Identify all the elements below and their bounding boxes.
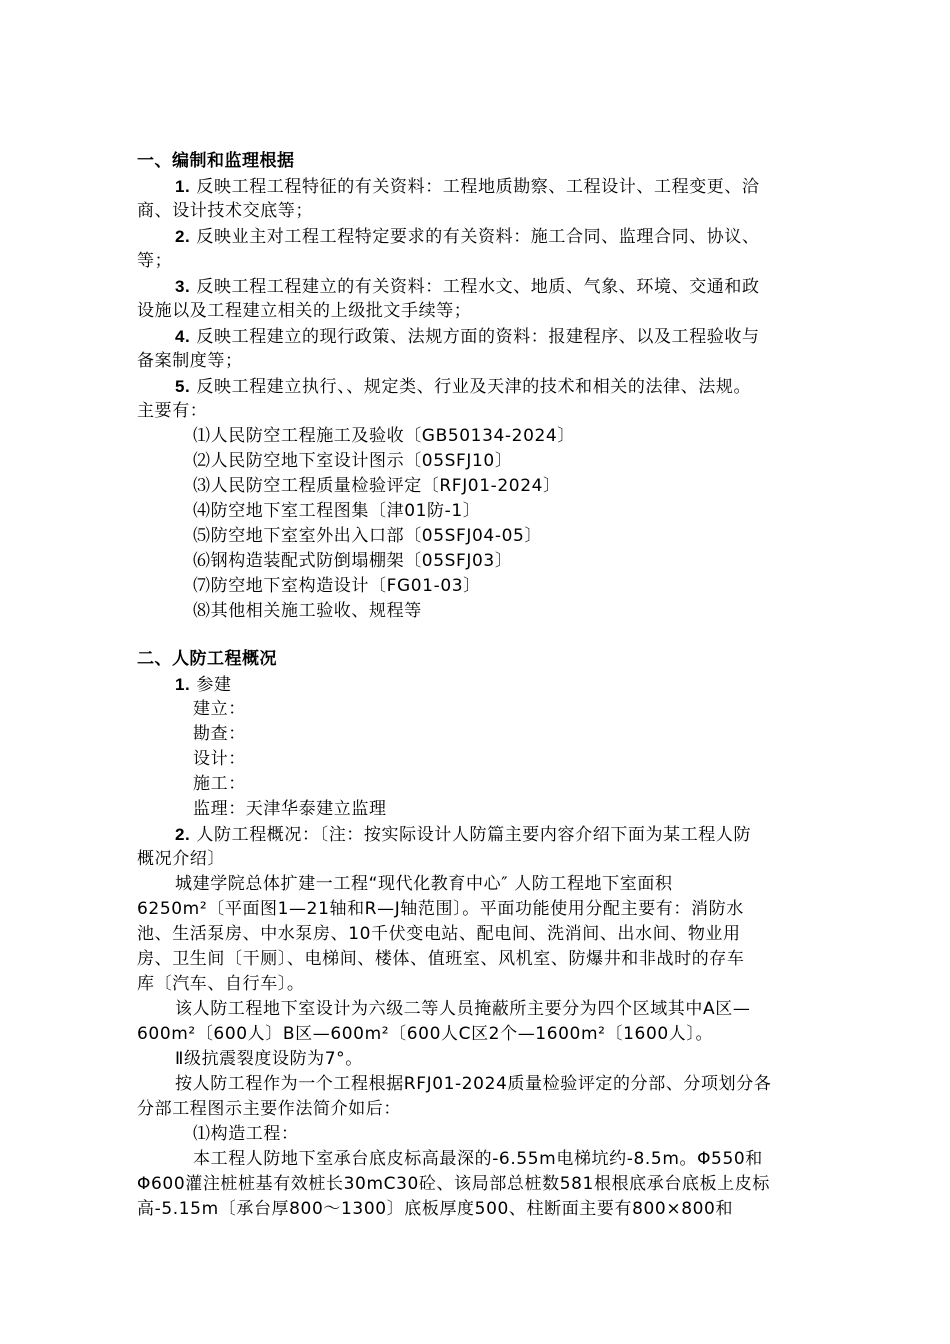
paragraph-line: 分部工程图示主要作法简介如后： xyxy=(137,1099,401,1119)
paragraph-line: 房、卫生间〔干厕〕、电梯间、楼体、值班室、风机室、防爆井和非战时的存车 xyxy=(137,949,745,969)
item-number: 3. xyxy=(175,277,191,296)
item-number: 2. xyxy=(175,825,191,844)
item-number: 2. xyxy=(175,227,191,246)
paragraph-line: 高-5.15m〔承台厚800～1300〕底板厚度500、柱断面主要有800×800和 xyxy=(137,1199,734,1219)
item-text: 反映工程建立的现行政策、法规方面的资料：报建程序、以及工程验收与 xyxy=(196,327,760,347)
item-text: 反映工程工程建立的有关资料：工程水文、地质、气象、环境、交通和政 xyxy=(196,277,760,297)
reference-item: ⑺防空地下室构造设计〔FG01-03〕 xyxy=(193,576,481,596)
reference-item: ⑻其他相关施工验收、规程等 xyxy=(193,601,422,621)
paragraph-line: ⑴构造工程： xyxy=(193,1124,299,1144)
item-number: 1. xyxy=(175,177,191,196)
participant-line: 建立： xyxy=(193,699,246,719)
participant-line: 监理：天津华泰建立监理 xyxy=(193,799,387,819)
subsection-2 xyxy=(175,822,751,848)
list-item-2-cont: 等； xyxy=(137,251,173,271)
item-text: 反映业主对工程工程特定要求的有关资料：施工合同、监理合同、协议、 xyxy=(196,227,760,247)
paragraph-line: 按人防工程作为一个工程根据RFJ01-2024质量检验评定的分部、分项划分各 xyxy=(175,1074,772,1094)
list-item-3-cont: 设施以及工程建立相关的上级批文手续等； xyxy=(137,301,472,321)
section-1-heading: 一、编制和监理根据 xyxy=(137,151,295,171)
paragraph-line: 600m²〔600人〕B区—600m²〔600人C区2个—1600m²〔1600人〕。 xyxy=(137,1024,714,1044)
participant-line: 施工： xyxy=(193,774,246,794)
reference-item: ⑷防空地下室工程图集〔津01防-1〕 xyxy=(193,501,481,521)
paragraph-line: 库〔汽车、自行车〕。 xyxy=(137,974,305,994)
section-2-heading: 二、人防工程概况 xyxy=(137,649,277,669)
reference-item: ⑶人民防空工程质量检验评定〔RFJ01-2024〕 xyxy=(193,476,561,496)
subsection-1 xyxy=(175,672,232,698)
participant-line: 勘查： xyxy=(193,724,246,744)
reference-item: ⑹钢构造装配式防倒塌棚架〔05SFJ03〕 xyxy=(193,551,513,571)
paragraph-line: 池、生活泵房、中水泵房、10千伏变电站、配电间、洗消间、出水间、物业用 xyxy=(137,924,741,944)
paragraph-line: 该人防工程地下室设计为六级二等人员掩蔽所主要分为四个区域其中A区— xyxy=(175,999,751,1019)
reference-item: ⑴人民防空工程施工及验收〔GB50134-2024〕 xyxy=(193,426,575,446)
paragraph-line: Φ600灌注桩桩基有效桩长30mC30砼、该局部总桩数581根根底承台底板上皮标 xyxy=(137,1174,770,1194)
list-item-1-cont: 商、设计技术交底等； xyxy=(137,201,313,221)
item-number: 5. xyxy=(175,377,191,396)
list-item-3 xyxy=(175,274,760,300)
list-item-2 xyxy=(175,224,760,250)
list-item-1 xyxy=(175,174,760,200)
list-item-5-cont: 主要有： xyxy=(137,401,208,421)
paragraph-line: Ⅱ级抗震裂度设防为7°。 xyxy=(175,1049,363,1069)
item-number: 4. xyxy=(175,327,191,346)
item-text: 反映工程工程特征的有关资料：工程地质勘察、工程设计、工程变更、洽 xyxy=(196,177,760,197)
reference-item: ⑵人民防空地下室设计图示〔05SFJ10〕 xyxy=(193,451,513,471)
list-item-5 xyxy=(175,374,751,400)
item-text: 人防工程概况：〔注：按实际设计人防篇主要内容介绍下面为某工程人防 xyxy=(196,825,752,845)
participant-line: 设计： xyxy=(193,749,246,769)
list-item-4 xyxy=(175,324,760,350)
reference-item: ⑸防空地下室室外出入口部〔05SFJ04-05〕 xyxy=(193,526,543,546)
item-number: 1. xyxy=(175,675,191,694)
paragraph-line: 城建学院总体扩建一工程“现代化教育中心″ 人防工程地下室面积 xyxy=(175,874,673,894)
list-item-4-cont: 备案制度等； xyxy=(137,351,243,371)
item-text: 参建 xyxy=(196,675,232,695)
subsection-2-cont: 概况介绍〕 xyxy=(137,849,225,869)
item-text: 反映工程建立执行、、规定类、行业及天津的技术和相关的法律、法规。 xyxy=(196,377,752,397)
paragraph-line: 6250m²〔平面图1—21轴和R—J轴范围〕。平面功能使用分配主要有：消防水 xyxy=(137,899,744,919)
paragraph-line: 本工程人防地下室承台底皮标高最深的-6.55m电梯坑约-8.5m。Φ550和 xyxy=(193,1149,763,1169)
